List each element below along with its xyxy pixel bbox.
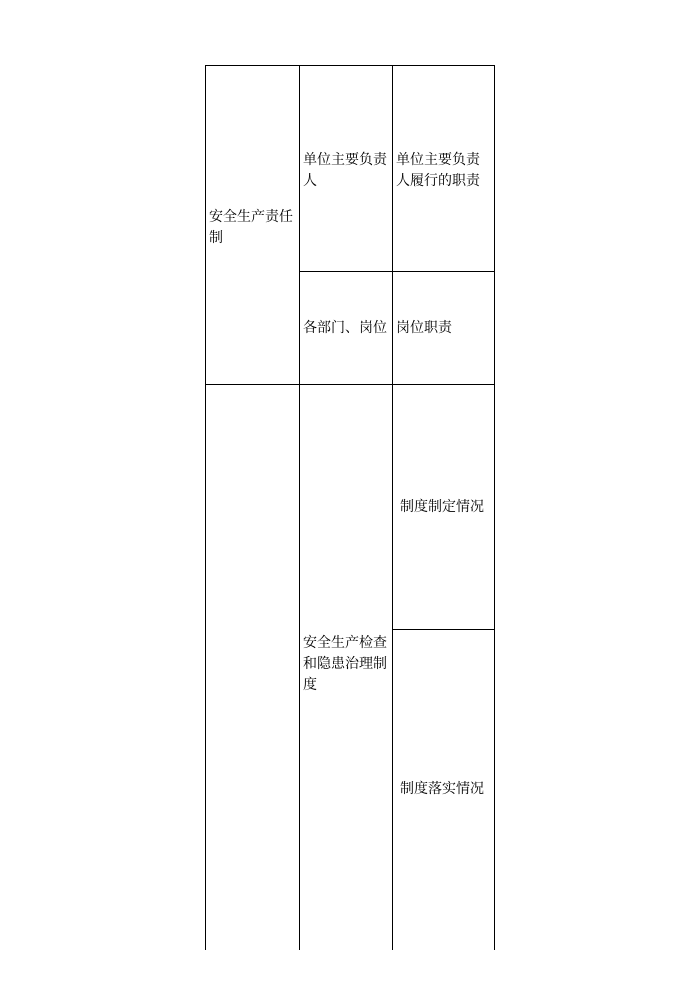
item-cell: 单位主要负责人 — [303, 152, 387, 189]
content-cell: 制度落实情况 — [400, 781, 484, 797]
item-cell: 安全生产检查和隐患治理制度 — [303, 635, 387, 693]
category-cell: 安全生产责任制 — [209, 209, 293, 246]
content-cell: 单位主要负责人履行的职责 — [396, 152, 480, 189]
table-border-left — [205, 65, 206, 950]
row-divider-content — [392, 629, 495, 630]
row-divider-subrow — [299, 271, 495, 272]
item-cell: 各部门、岗位 — [303, 320, 387, 336]
content-cell: 岗位职责 — [396, 320, 452, 336]
table-border-top — [205, 65, 495, 66]
column-divider-1 — [299, 65, 300, 950]
table-border-right — [494, 65, 495, 950]
content-cell: 制度制定情况 — [400, 499, 484, 515]
column-divider-2 — [392, 65, 393, 950]
section-divider — [205, 384, 495, 385]
